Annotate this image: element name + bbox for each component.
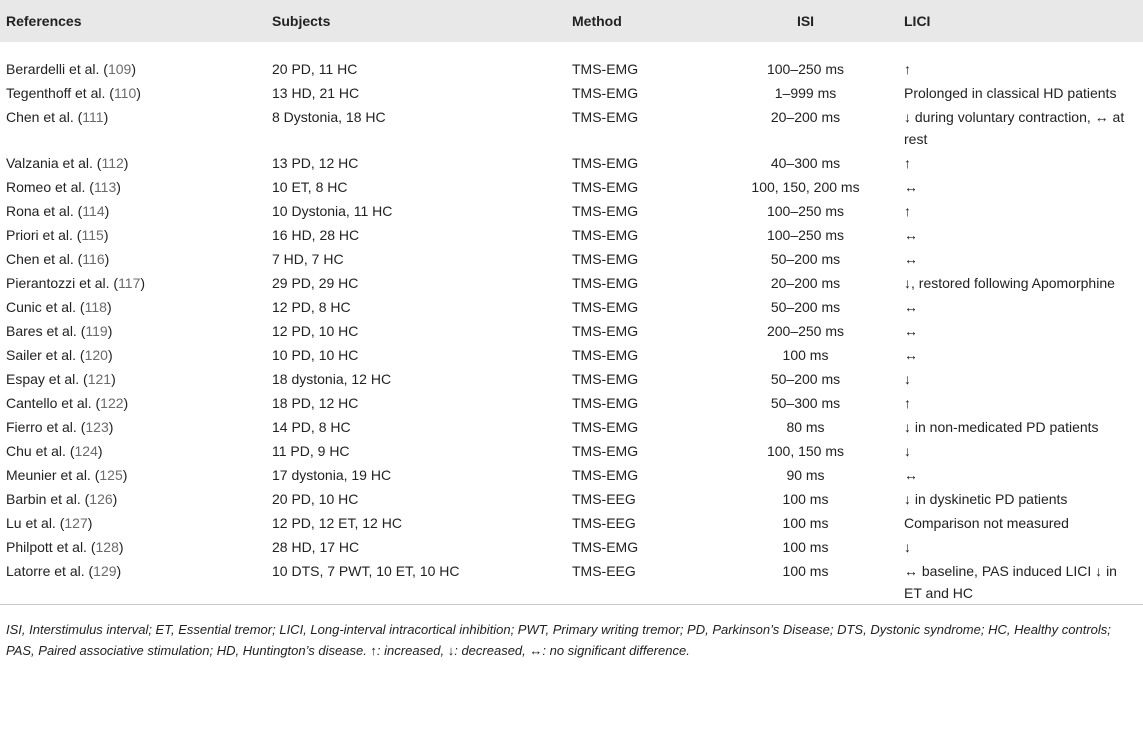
cell-method: TMS-EMG <box>572 323 639 339</box>
cell-subjects: 10 PD, 10 HC <box>272 347 359 363</box>
header-method: Method <box>572 13 622 29</box>
cell-method: TMS-EMG <box>572 347 639 363</box>
cell-subjects: 12 PD, 12 ET, 12 HC <box>272 515 402 531</box>
reference-author: Berardelli et al. <box>6 61 100 77</box>
cell-reference: Rona et al. (114) <box>6 203 110 219</box>
cell-lici: ↔ <box>904 323 918 339</box>
reference-number-link[interactable]: 113 <box>93 179 117 195</box>
cell-lici: ↓ <box>904 371 911 387</box>
cell-reference: Chu et al. (124) <box>6 443 103 459</box>
reference-author: Espay et al. <box>6 371 80 387</box>
cell-method: TMS-EMG <box>572 467 639 483</box>
header-references: References <box>6 13 82 29</box>
table-row <box>0 510 1143 534</box>
cell-method: TMS-EEG <box>572 491 636 507</box>
reference-number-link[interactable]: 127 <box>64 515 88 531</box>
reference-number-link[interactable]: 123 <box>85 419 109 435</box>
cell-subjects: 7 HD, 7 HC <box>272 251 344 267</box>
reference-author: Valzania et al. <box>6 155 93 171</box>
cell-subjects: 10 DTS, 7 PWT, 10 ET, 10 HC <box>272 563 460 579</box>
cell-lici: ↔ <box>904 467 918 483</box>
reference-number-link[interactable]: 121 <box>87 371 112 387</box>
table-row <box>0 174 1143 198</box>
reference-number-link[interactable]: 117 <box>118 275 141 291</box>
header-subjects: Subjects <box>272 13 331 29</box>
cell-reference: Fierro et al. (123) <box>6 419 114 435</box>
cell-reference: Meunier et al. (125) <box>6 467 128 483</box>
cell-isi: 50–200 ms <box>770 371 841 387</box>
cell-lici: ↓ <box>904 539 911 555</box>
cell-lici: ↓ in non-medicated PD patients <box>904 419 1099 435</box>
cell-reference: Chen et al. (111) <box>6 109 109 125</box>
cell-lici: Comparison not measured <box>904 515 1069 531</box>
cell-lici: ↓ during voluntary contraction, ↔ at rest <box>904 109 1125 147</box>
table-row <box>0 414 1143 438</box>
table-row <box>0 438 1143 462</box>
cell-isi: 40–300 ms <box>770 155 841 171</box>
table-row <box>0 366 1143 390</box>
header-lici: LICI <box>904 13 931 29</box>
reference-number-link[interactable]: 111 <box>82 109 104 125</box>
cell-method: TMS-EMG <box>572 203 639 219</box>
cell-subjects: 13 HD, 21 HC <box>272 85 360 101</box>
reference-number-link[interactable]: 118 <box>84 299 107 315</box>
cell-reference: Tegenthoff et al. (110) <box>6 85 141 101</box>
cell-isi: 1–999 ms <box>774 85 837 101</box>
reference-number-link[interactable]: 109 <box>107 61 132 77</box>
cell-lici: ↑ <box>904 203 911 219</box>
reference-author: Cantello et al. <box>6 395 92 411</box>
table-header-row <box>0 0 1143 42</box>
cell-subjects: 16 HD, 28 HC <box>272 227 360 243</box>
cell-method: TMS-EMG <box>572 61 639 77</box>
reference-author: Fierro et al. <box>6 419 77 435</box>
table-row <box>0 246 1143 270</box>
cell-isi: 100, 150, 200 ms <box>751 179 860 195</box>
cell-subjects: 18 PD, 12 HC <box>272 395 359 411</box>
cell-isi: 20–200 ms <box>770 275 841 291</box>
cell-isi: 80 ms <box>786 419 825 435</box>
cell-isi: 90 ms <box>786 467 825 483</box>
cell-reference: Cantello et al. (122) <box>6 395 129 411</box>
reference-number-link[interactable]: 110 <box>113 85 137 101</box>
cell-isi: 20–200 ms <box>770 109 841 125</box>
cell-reference: Latorre et al. (129) <box>6 563 122 579</box>
reference-author: Philpott et al. <box>6 539 87 555</box>
cell-isi: 100 ms <box>782 515 829 531</box>
reference-number-link[interactable]: 125 <box>99 467 123 483</box>
cell-method: TMS-EMG <box>572 395 639 411</box>
table-row <box>0 390 1143 414</box>
cell-subjects: 29 PD, 29 HC <box>272 275 359 291</box>
cell-lici: Prolonged in classical HD patients <box>904 85 1117 101</box>
cell-subjects: 17 dystonia, 19 HC <box>272 467 392 483</box>
reference-author: Meunier et al. <box>6 467 91 483</box>
cell-reference: Sailer et al. (120) <box>6 347 113 363</box>
cell-isi: 100–250 ms <box>766 203 845 219</box>
cell-subjects: 20 PD, 10 HC <box>272 491 359 507</box>
reference-number-link[interactable]: 129 <box>93 563 117 579</box>
cell-subjects: 28 HD, 17 HC <box>272 539 360 555</box>
reference-number-link[interactable]: 112 <box>101 155 124 171</box>
cell-method: TMS-EMG <box>572 155 639 171</box>
cell-lici: ↑ <box>904 395 911 411</box>
reference-number-link[interactable]: 128 <box>95 539 119 555</box>
cell-subjects: 20 PD, 11 HC <box>272 61 358 77</box>
table-row <box>0 42 1143 80</box>
cell-lici: ↔ <box>904 299 918 315</box>
cell-subjects: 12 PD, 8 HC <box>272 299 351 315</box>
cell-reference: Chen et al. (116) <box>6 251 110 267</box>
cell-subjects: 10 Dystonia, 11 HC <box>272 203 393 219</box>
table-row <box>0 104 1143 150</box>
cell-method: TMS-EMG <box>572 539 639 555</box>
reference-author: Chu et al. <box>6 443 66 459</box>
table-row <box>0 222 1143 246</box>
reference-number-link[interactable]: 124 <box>74 443 98 459</box>
cell-method: TMS-EMG <box>572 443 639 459</box>
reference-author: Priori et al. <box>6 227 73 243</box>
cell-method: TMS-EMG <box>572 419 639 435</box>
cell-isi: 100–250 ms <box>766 227 845 243</box>
cell-method: TMS-EMG <box>572 109 639 125</box>
cell-reference: Lu et al. (127) <box>6 515 93 531</box>
reference-author: Bares et al. <box>6 323 77 339</box>
table-row <box>0 294 1143 318</box>
cell-lici: ↓ in dyskinetic PD patients <box>904 491 1068 507</box>
reference-author: Latorre et al. <box>6 563 85 579</box>
cell-reference: Bares et al. (119) <box>6 323 113 339</box>
reference-author: Chen et al. <box>6 109 74 125</box>
reference-number-link[interactable]: 114 <box>82 203 105 219</box>
cell-method: TMS-EMG <box>572 179 639 195</box>
cell-isi: 100 ms <box>782 563 829 579</box>
table-row <box>0 534 1143 558</box>
cell-method: TMS-EMG <box>572 251 639 267</box>
reference-number-link[interactable]: 116 <box>82 251 105 267</box>
table-row <box>0 198 1143 222</box>
cell-lici: ↓, restored following Apomorphine <box>904 275 1115 291</box>
cell-isi: 100 ms <box>782 539 829 555</box>
cell-subjects: 8 Dystonia, 18 HC <box>272 109 386 125</box>
cell-method: TMS-EMG <box>572 275 639 291</box>
cell-reference: Berardelli et al. (109) <box>6 61 136 77</box>
reference-author: Barbin et al. <box>6 491 81 507</box>
table-row <box>0 462 1143 486</box>
header-isi: ISI <box>796 13 815 29</box>
cell-isi: 50–200 ms <box>770 299 841 315</box>
table-row <box>0 80 1143 104</box>
reference-author: Lu et al. <box>6 515 56 531</box>
cell-method: TMS-EMG <box>572 85 639 101</box>
reference-number-link[interactable]: 120 <box>84 347 108 363</box>
table-row <box>0 150 1143 174</box>
table-body <box>0 42 1143 604</box>
cell-isi: 100 ms <box>782 347 829 363</box>
reference-author: Sailer et al. <box>6 347 77 363</box>
cell-subjects: 14 PD, 8 HC <box>272 419 351 435</box>
cell-method: TMS-EMG <box>572 299 639 315</box>
cell-subjects: 12 PD, 10 HC <box>272 323 359 339</box>
cell-subjects: 13 PD, 12 HC <box>272 155 359 171</box>
cell-method: TMS-EEG <box>572 515 636 531</box>
reference-number-link[interactable]: 119 <box>85 323 108 339</box>
cell-lici: ↔ baseline, PAS induced LICI ↓ in ET and HC <box>904 563 1117 601</box>
cell-lici: ↓ <box>904 443 911 459</box>
cell-subjects: 10 ET, 8 HC <box>272 179 348 195</box>
cell-lici: ↑ <box>904 61 911 77</box>
reference-author: Pierantozzi et al. <box>6 275 110 291</box>
cell-isi: 50–300 ms <box>770 395 841 411</box>
cell-isi: 200–250 ms <box>766 323 845 339</box>
cell-reference: Philpott et al. (128) <box>6 539 124 555</box>
cell-reference: Romeo et al. (113) <box>6 179 121 195</box>
cell-lici: ↔ <box>904 179 918 195</box>
reference-author: Chen et al. <box>6 251 74 267</box>
table-row <box>0 318 1143 342</box>
reference-author: Cunic et al. <box>6 299 77 315</box>
cell-reference: Pierantozzi et al. (117) <box>6 275 146 291</box>
cell-method: TMS-EEG <box>572 563 636 579</box>
table-footnote: ISI, Interstimulus interval; ET, Essential tremor; LICI, Long-interval intracortical inhibition; PWT, Primary writing tremor; PD, Parkinson’s Disease; DTS, Dystonic syndrome; HC, Healthy controls; PAS, Paired associative stimulation; HD, Huntington’s disease. ↑: increased, ↓: decreased, ↔: no significant difference. <box>6 622 1111 658</box>
table-row <box>0 558 1143 604</box>
cell-lici: ↔ <box>904 227 918 243</box>
reference-number-link[interactable]: 115 <box>81 227 104 243</box>
cell-lici: ↑ <box>904 155 911 171</box>
reference-author: Romeo et al. <box>6 179 86 195</box>
cell-reference: Priori et al. (115) <box>6 227 109 243</box>
reference-number-link[interactable]: 122 <box>100 395 124 411</box>
cell-method: TMS-EMG <box>572 371 639 387</box>
cell-reference: Cunic et al. (118) <box>6 299 112 315</box>
cell-lici: ↔ <box>904 251 918 267</box>
reference-author: Tegenthoff et al. <box>6 85 106 101</box>
cell-subjects: 11 PD, 9 HC <box>272 443 350 459</box>
cell-isi: 50–200 ms <box>770 251 841 267</box>
table-row <box>0 486 1143 510</box>
reference-author: Rona et al. <box>6 203 74 219</box>
cell-subjects: 18 dystonia, 12 HC <box>272 371 392 387</box>
cell-isi: 100 ms <box>782 491 829 507</box>
table-row <box>0 270 1143 294</box>
cell-reference: Valzania et al. (112) <box>6 155 129 171</box>
cell-isi: 100–250 ms <box>766 61 845 77</box>
cell-lici: ↔ <box>904 347 918 363</box>
cell-isi: 100, 150 ms <box>766 443 845 459</box>
table-row <box>0 342 1143 366</box>
cell-reference: Espay et al. (121) <box>6 371 116 387</box>
reference-number-link[interactable]: 126 <box>89 491 113 507</box>
cell-reference: Barbin et al. (126) <box>6 491 118 507</box>
cell-method: TMS-EMG <box>572 227 639 243</box>
